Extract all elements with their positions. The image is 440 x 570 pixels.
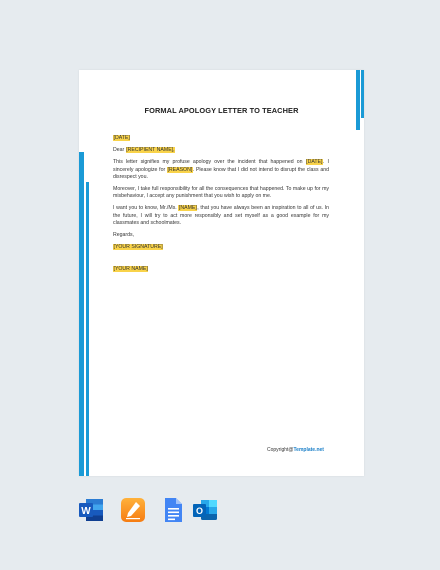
decorative-bar-right-outer — [356, 70, 360, 130]
paragraph-2: Moreover, I take full responsibility for all the consequences that happened. To make up for my misbehaviour, I accept any punishment that you wish to apply on me. — [113, 186, 329, 200]
paragraph-3-text-a: I want you to know, Mr./Ms. — [113, 205, 177, 212]
signature-placeholder: [YOUR SIGNATURE] — [113, 244, 163, 251]
pages-icon[interactable] — [119, 496, 147, 524]
teacher-name-placeholder: [NAME] — [178, 205, 197, 212]
salutation: Dear — [113, 147, 125, 154]
letter-title: FORMAL APOLOGY LETTER TO TEACHER — [144, 106, 299, 115]
signature-line — [113, 244, 329, 251]
word-icon[interactable] — [77, 496, 105, 524]
paragraph-1-text-a: This letter signifies my profuse apology over the incident that happened on — [113, 159, 303, 166]
closing: Regards, — [113, 232, 135, 239]
paragraph-3 — [113, 205, 329, 227]
incident-date-placeholder: [DATE] — [306, 159, 323, 166]
google-docs-icon[interactable] — [159, 496, 187, 524]
name-line — [113, 266, 329, 273]
paragraph-3-text-b: , that you have always been an inspiration to all of us. In the future, I will try to act more responsibly and set myself as a good example for my classmates and schoolmates. — [113, 205, 330, 226]
salutation-line — [113, 147, 329, 154]
footer — [267, 447, 324, 453]
recipient-placeholder: [RECIPIENT NAME], — [126, 147, 175, 154]
decorative-bar-left-outer — [79, 152, 84, 476]
paragraph-1-text-b: . I sincerely apologize for — [113, 159, 329, 173]
template-link[interactable]: Template.net — [293, 447, 324, 453]
svg-text:O: O — [195, 506, 204, 516]
outlook-icon[interactable] — [191, 496, 219, 524]
name-placeholder: [YOUR NAME] — [113, 266, 148, 273]
paragraph-1-text-c: . Please know that I did not intend to disrupt the class and disrespect you. — [113, 166, 329, 180]
letter-body — [113, 135, 329, 274]
decorative-bar-left-inner — [86, 182, 89, 476]
svg-text:W: W — [81, 506, 91, 517]
reason-placeholder: [REASON] — [167, 166, 193, 173]
copyright-text: Copyright@ — [267, 447, 294, 453]
paragraph-1 — [113, 159, 329, 181]
date-line — [113, 135, 329, 142]
date-placeholder: [DATE] — [113, 135, 130, 141]
